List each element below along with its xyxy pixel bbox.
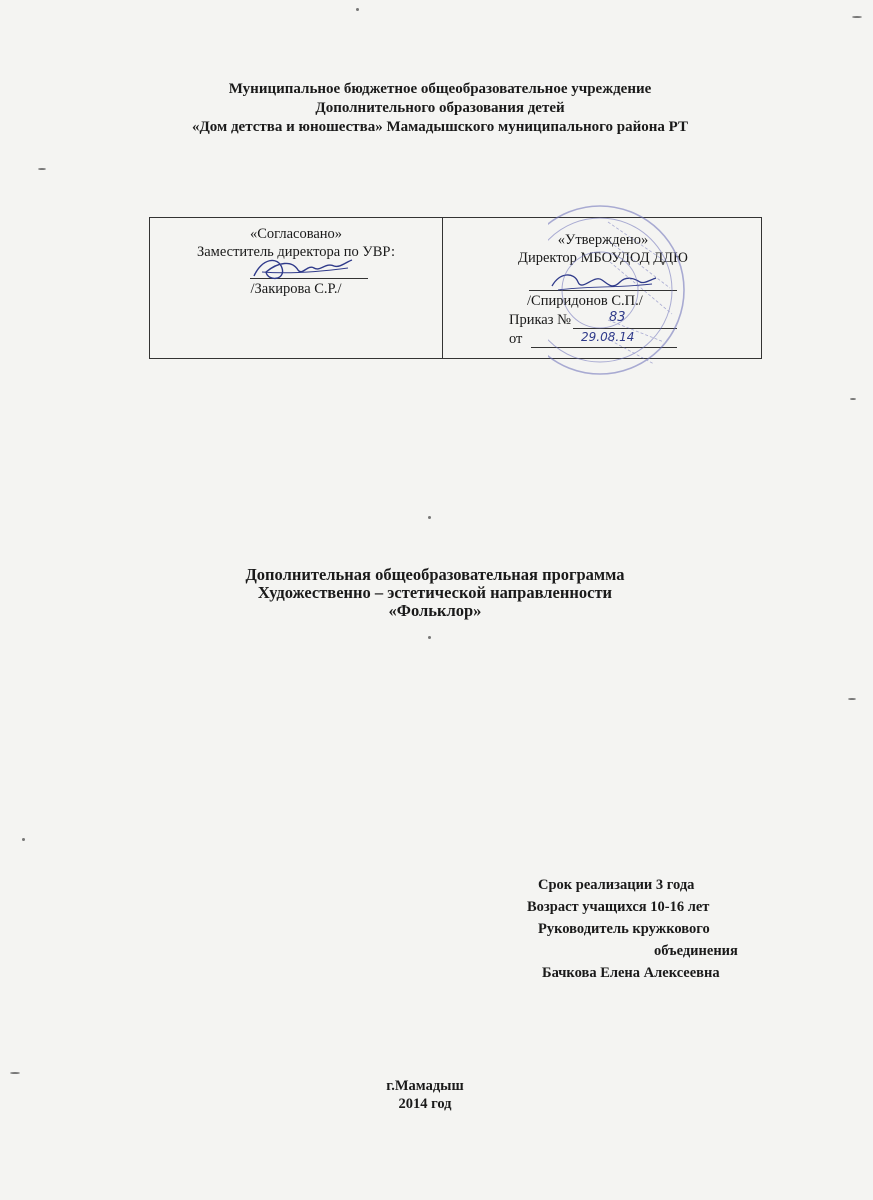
scan-speck: [848, 698, 856, 700]
agreed-position: Заместитель директора по УВР:: [196, 244, 396, 260]
duration-text: Срок реализации 3 года: [538, 877, 695, 893]
date-value: 29.08.14: [581, 330, 635, 344]
scan-speck: [356, 8, 359, 11]
order-label: Приказ №: [509, 312, 571, 328]
program-line-2: Художественно – эстетической направленности: [257, 583, 613, 602]
institution-header: [80, 80, 800, 137]
official-stamp-icon: [548, 192, 688, 392]
approved-position: Директор МБОУДОД ДДЮ: [518, 250, 688, 266]
scan-speck: [852, 16, 862, 18]
leader-line-2: объединения: [654, 943, 738, 959]
program-line-1: Дополнительная общеобразовательная программа: [245, 565, 625, 584]
scan-speck: [22, 838, 25, 841]
header-line-1: Муниципальное бюджетное общеобразовательное учреждение: [228, 81, 652, 97]
scan-speck: [850, 398, 856, 400]
age-text: Возраст учащихся 10-16 лет: [527, 899, 710, 915]
order-number: 83: [609, 310, 626, 325]
footer-year: 2014 год: [398, 1096, 452, 1112]
scan-speck: [10, 1072, 20, 1074]
agreed-title: «Согласовано»: [249, 226, 343, 242]
approved-name: /Спиридонов С.П./: [527, 293, 643, 309]
scan-speck: [428, 516, 431, 519]
header-line-3: «Дом детства и юношества» Мамадышского муниципального района РТ: [191, 119, 689, 135]
agreed-name: /Закирова С.Р./: [250, 281, 342, 297]
program-line-3: «Фольклор»: [388, 601, 482, 620]
scan-speck: [38, 168, 46, 170]
leader-line-1: Руководитель кружкового: [538, 921, 710, 937]
program-title: [150, 566, 720, 620]
approved-title: «Утверждено»: [557, 232, 649, 248]
header-line-2: Дополнительного образования детей: [315, 100, 565, 116]
scan-speck: [428, 636, 431, 639]
agreed-signature-icon: [248, 250, 358, 290]
leader-name: Бачкова Елена Алексеевна: [542, 965, 720, 981]
footer-city: г.Мамадыш: [386, 1078, 464, 1094]
footer: [330, 1077, 520, 1113]
date-label: от: [509, 331, 523, 347]
